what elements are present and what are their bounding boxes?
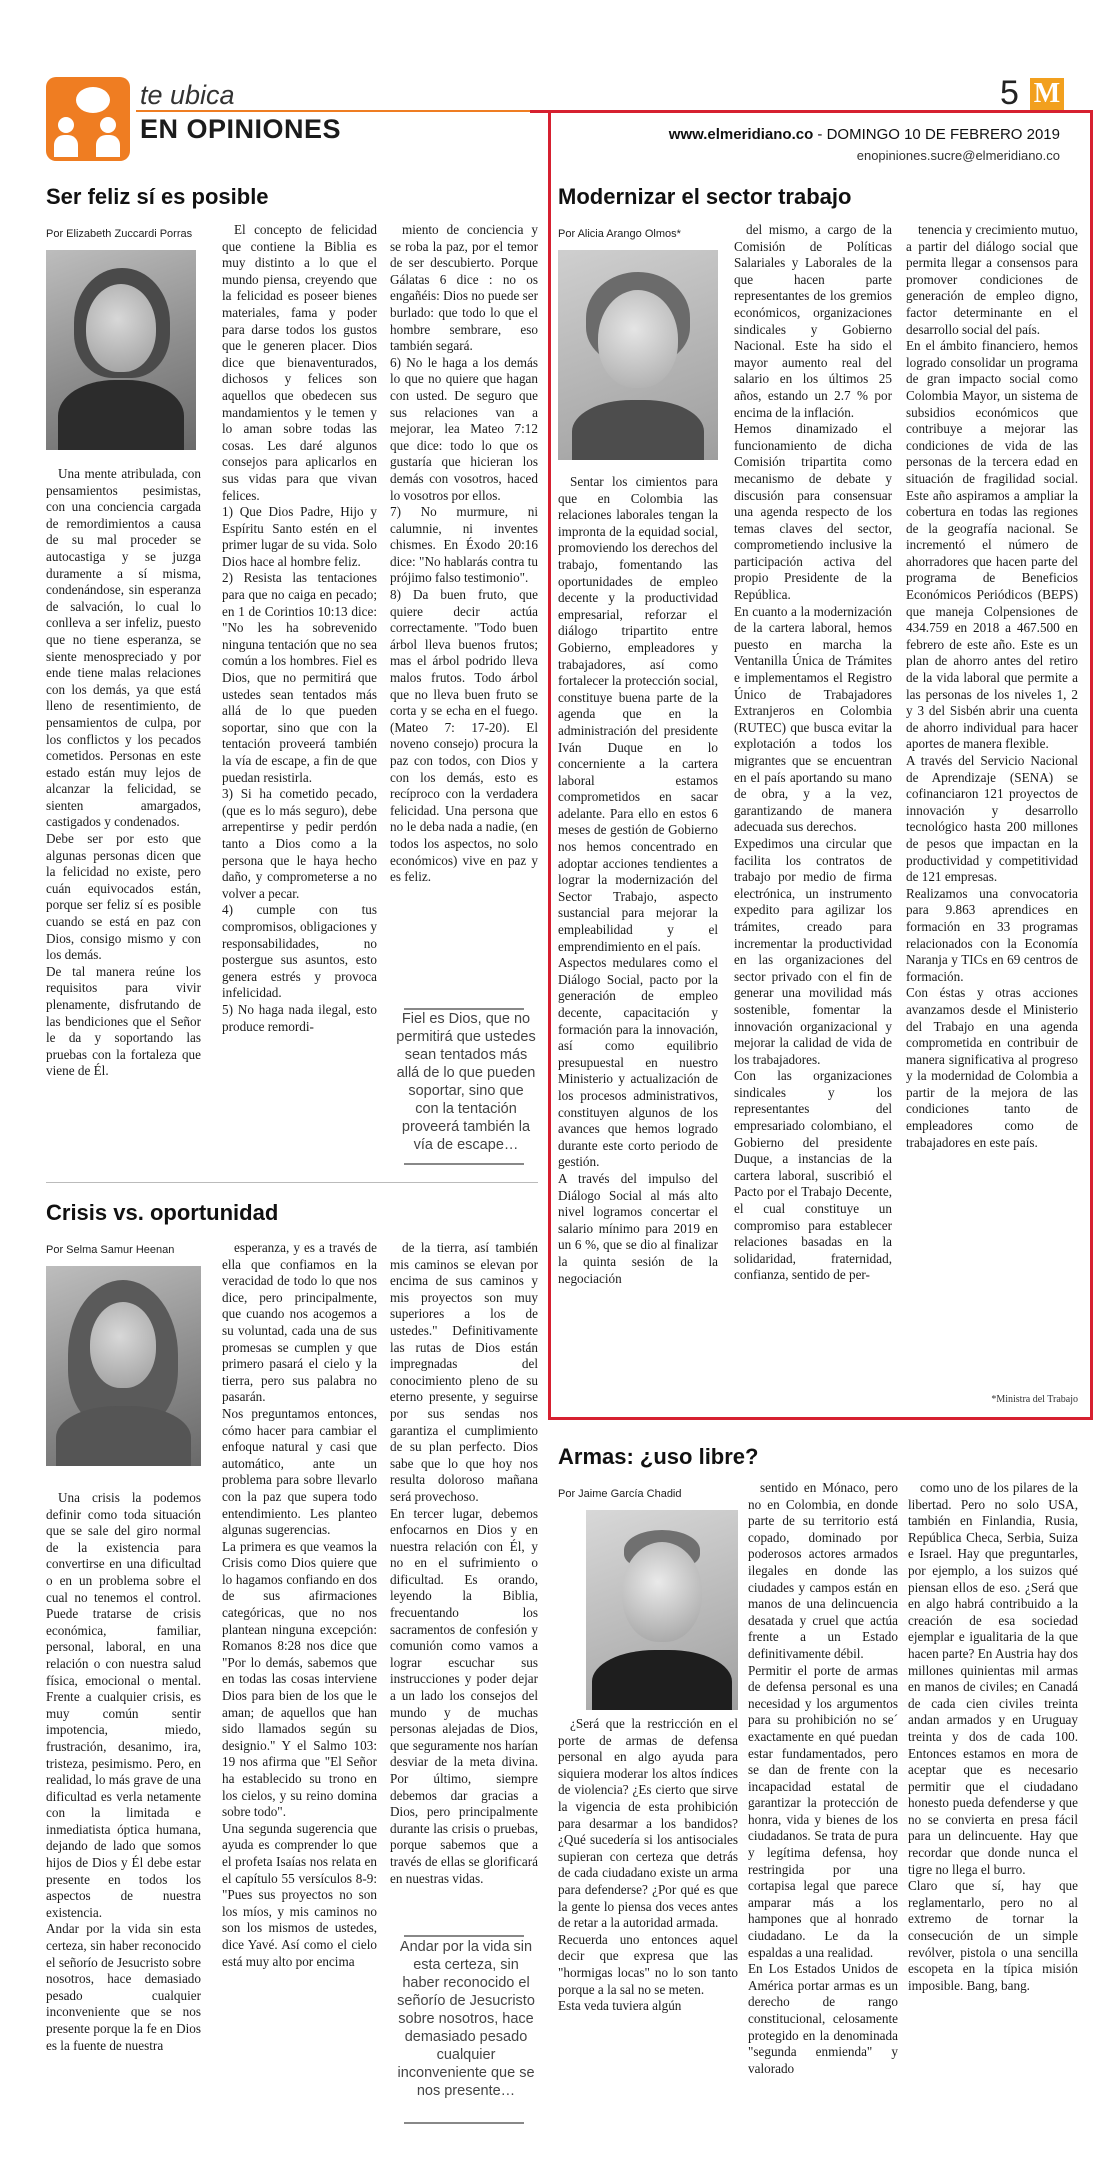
speech-bubble-icon (76, 87, 110, 113)
author-photo (558, 250, 718, 460)
article-byline: Por Selma Samur Heenan (46, 1244, 175, 1256)
site-link[interactable]: www.elmeridiano.co (668, 126, 814, 143)
article-text: miento de conciencia y se roba la paz, por el temor de ser descubierto. Porque Gálatas 6 dice : no os engañéis: Dios no puede ser burlado: que todo lo que el hombre sembrare, eso también segará. 6) No le haga a los demás lo que no quiere que hagan con usted. De seguro que sus relaciones van a mejorar, lea Mateo 7:12 que dice: todo lo que os gustaría que hicieran los demás con vosotros, haced lo vosotros por ellos. 7) No murmure, ni calumnie, ni inventes chismes. En Éxodo 20:16 dice: "No hablarás contra tu prójimo falso testimonio". 8) Da buen fruto, que quiere decir actúa correctamente. "Todo buen árbol lleva buenos frutos; mas el árbol podrido lleva malos frutos. Todo árbol que no lleva buen fruto se corta y se echa en el fuego. (Mateo 7: 17-20). El noveno consejo) procura la paz con todos, con Dios y con los demás, esto es recíproco con la verdadera felicidad. Una persona que no le deba nada a nadie, (en todos los aspectos, no solo económicos) vive en paz y es feliz. (390, 222, 538, 885)
article-text: sentido en Mónaco, pero no en Colombia, en donde parte de su territorio está copado, dominado por poderosos actores armados ilegales en donde las ciudades y campos están en manos de una delincuencia desatada y cruel que actúa frente a un Estado definitivamente débil. Permitir el porte de armas de defensa personal es una necesidad y los argumentos para su prohibición no se´ exactamente en qué puedan estar fundamentados, pero se dan de frente con la incapacidad estatal de garantizar la protección de honra, vida y bienes de los ciudadanos. Se trata de pura y legítima defensa, hoy restringida por una cortapisa legal que parece amparar más a los hampones que al honrado ciudadano. Le da la espaldas a una realidad. En Los Estados Unidos de América portar armas es un derecho de rango constitucional, celosamente protegido en la denominada "segunda enmienda" y valorado (748, 1480, 898, 2076)
article-column (390, 222, 538, 1002)
person-body-icon (96, 135, 120, 157)
author-photo (586, 1510, 738, 1710)
pull-quote: Fiel es Dios, que no permitirá que ustedes sean tentados más allá de lo que pueden soportar, sino que con la tentación proveerá también la vía de escape… (396, 1011, 536, 1153)
contact-email[interactable]: enopiniones.sucre@elmeridiano.co (856, 148, 1060, 163)
page-number: 5 (1000, 74, 1019, 112)
article-column (908, 1480, 1078, 2156)
article-text: del mismo, a cargo de la Comisión de Políticas Salariales y Laborales de la que hacen parte representantes de los gremios económicos, organizaciones sindicales y Gobierno Nacional. Este ha sido el mayor aumento real del salario en los últimos 25 años, estando un 2.7 % por encima de la inflación. Hemos dinamizado el funcionamiento de dicha Comisión tripartita como mecanismo de debate y discusión para consensuar una agenda respecto de los temas claves del sector, comprometiendo inclusive la participación activa del propio Presidente de la República. En cuanto a la modernización de la cartera laboral, hemos puesto en marcha la Ventanilla Única de Trámites e implementamos el Registro Único de Trabajadores Extranjeros en Colombia (RUTEC) que busca evitar la explotación a todos los migrantes que se encuentran en el país aportando su mano de obra, y a la vez, garantizando de manera adecuada sus derechos. Expedimos una circular que facilita los contratos de trabajo por medio de firma electrónica, un instrumento expedito para agilizar los trámites, creado para incrementar la productividad en las organizaciones del sector privado con el fin de generar una movilidad más sostenible, fomentar la innovación organizacional y mejorar la calidad de vida de los trabajadores. Con las organizaciones sindicales y los representantes del empresariado colombiano, el Gobierno del presidente Duque, a instancias de la cartera laboral, suscribió el Pacto por el Trabajo Decente, el cual constituye un compromiso para establecer relaciones basadas en la solidaridad, fraternidad, confianza, sentido de per- (734, 222, 892, 1283)
section-kicker: te ubica (140, 80, 235, 110)
issue-date: - DOMINGO 10 DE FEBRERO 2019 (813, 126, 1060, 143)
masthead-date-line (560, 126, 1060, 143)
pull-quote: Andar por la vida sin esta certeza, sin haber reconocido el señorío de Jesucristo sobre nosotros, hace demasiado pesado cualquier inconveniente que se nos presente… (397, 1939, 535, 2099)
article-column (558, 1716, 738, 2156)
person-icon (100, 117, 116, 133)
article-column (748, 1480, 898, 2156)
article-text: El concepto de felicidad que contiene la Biblia es muy distinto a lo que el mundo piensa, creyendo que la felicidad es poseer bienes materiales, fama y poder para darse todos los gustos que le generen placer. Dios dice que bienaventurados, dichosos y felices son aquellos que obedecen sus mandamientos y le temen y lo aman sobre todas las cosas. Les daré algunos consejos para aplicarlos en sus vidas para que vivan felices. 1) Que Dios Padre, Hijo y Espíritu Santo estén en el primer lugar de su vida. Solo Dios hace al hombre feliz. 2) Resista las tentaciones para que no caiga en pecado; en 1 de Corintios 10:13 dice: "No les ha sobrevenido ninguna tentación que no sea común a los hombres. Fiel es Dios, que no permitirá que ustedes sean tentados más allá de lo que pueden soportar, sino que con la tentación proveerá también la vía de escape, a fin de que puedan resistirla. 3) Si ha cometido pecado, (que es lo más seguro), debe arrepentirse y pedir perdón tanto a Dios como a la persona que le haya hecho daño, y comprometerse a no volver a pecar. 4) cumple con tus compromisos, obligaciones y responsabilidades, no postergue sus asuntos, esto genera estrés y provoca infelicidad. 5) No haga nada ilegal, esto produce remordi- (222, 222, 377, 1034)
pull-quote-rule (404, 2122, 524, 2124)
article-byline: Por Jaime García Chadid (558, 1488, 682, 1500)
section-logo (46, 77, 130, 161)
person-icon (58, 117, 74, 133)
author-photo (46, 1266, 201, 1466)
article-text: Sentar los cimientos para que en Colombia las relaciones laborales tengan la impronta de la equidad social, promoviendo los derechos del trabajo, fomentando las oportunidades de empleo decente y la productividad empresarial, reforzar el diálogo tripartito entre Gobierno, empleadores y trabajadores, así como fortalecer la protección social, constituye buena parte de la agenda que en la administración del presidente Iván Duque en lo concerniente a la cartera laboral estamos comprometidos en sacar adelante. Para ello en estos 6 meses de gestión de Gobierno nos hemos concentrado en adoptar acciones tendientes a lograr la modernización del Sector Trabajo, aspecto sustancial para mejorar la empleabilidad y el emprendimiento en el país. Aspectos medulares como el Diálogo Social, pacto por la generación de empleo decente, capacitación y formación para la innovación, así como equilibrio presupuestal en nuestro Ministerio y actualización de los procesos administrativos, constituyen algunos de los avances que hemos logrado durante este corto periodo de gestión. A través del impulso del Diálogo Social al más alto nivel logramos concertar el salario mínimo para 2019 en un 6 %, que se dio al finalizar la quinta sesión de la negociación (558, 474, 718, 1286)
article-text: de la tierra, así también mis caminos se elevan por encima de sus caminos y mis proyectos son muy superiores a los de ustedes." Definitivamente las rutas de Dios están impregnadas del conocimiento pleno de su eterno presente, y seguirse por sus sendas nos garantiza el cumplimiento de su plan perfecto. Dios sabe que lo que hoy nos resulta doloroso mañana será provechoso. En tercer lugar, debemos enfocarnos en Dios y en nuestra relación con Él, y no en el sufrimiento o dificultad. Es orando, leyendo la Biblia, frecuentando los sacramentos de confesión y comunión como vamos a lograr escuchar sus instrucciones y poder dejar a un lado los consejos del mundo y de muchas personas alejadas de Dios, que seguramente nos harían desviar de la meta divina. Por último, siempre debemos dar gracias a Dios, pero principalmente durante las crisis o pruebas, porque sabemos que a través de ellas se glorificará en nuestras vidas. (390, 1240, 538, 1886)
pull-quote-rule (404, 1935, 524, 1937)
article-column (558, 474, 718, 1409)
article-column (734, 222, 892, 1409)
author-footnote: *Ministra del Trabajo (991, 1394, 1078, 1405)
article-column (46, 1490, 201, 2155)
header-divider (136, 110, 536, 112)
article-text: como uno de los pilares de la libertad. Pero no solo USA, también en Finlandia, Rusia, República Checa, Serbia, Suiza e Israel. Hay que preguntarles, por ejemplo, a los suizos qué piensan ellos de eso. ¿Será que en algo habrá contribuido a la creación de esa sociedad ejemplar e igualitaria de la que hacen parte? En Austria hay dos millones quinientas mil armas en manos de civiles; en Canadá de cada cien civiles treinta andan armados y en Uruguay treinta y dos de cada 100. Entonces estamos en mora de aceptar que es necesario permitir que el ciudadano honesto pueda defenderse y que no se convierta en presa fácil para un delincuente. Hay que recordar que donde nunca el tigre no llega el burro. Claro que sí, hay que reglamentarlo, pero no al extremo de tornar la consecución de un simple revólver, pistola o una sencilla escopeta en la típica misión imposible. Bang, bang. (908, 1480, 1078, 1993)
article-text: tenencia y crecimiento mutuo, a partir del diálogo social que permita llegar a consensos para promover condiciones de generación de empleo digno, factor determinante en el desarrollo social del país. En el ámbito financiero, hemos logrado consolidar un programa de gran impacto social como Colombia Mayor, un sistema de subsidios económicos que contribuye a mejorar las condiciones de vida de las personas de la tercera edad en situación de fragilidad social. Este año aspiramos a ampliar la cobertura en todas las regiones de la geografía nacional. Se incrementó el número de ahorradores que hacen parte del programa de Beneficios Económicos Periódicos (BEPS) que maneja Colpensiones de 434.759 en 2018 a 467.500 en febrero de este año. Este es un plan de ahorro antes del retiro de la vida laboral que permite a las personas de los niveles 1, 2 y 3 del Sisbén abrir una cuenta de ahorro individual para hacer aportes de manera flexible. A través del Servicio Nacional de Aprendizaje (SENA) se cofinanciaron 121 proyectos de innovación y desarrollo tecnológico hasta 200 millones de pesos que impactan en la productividad y competitividad de 121 empresas. Realizamos una convocatoria para 9.863 aprendices en formación en 33 programas relacionados con la Economía Naranja y TICs en 69 centros de formación. Con éstas y otras acciones avanzamos desde el Ministerio del Trabajo en una agenda comprometida en contribuir de manera significativa al progreso y la modernidad de Colombia a partir de la mejora de las condiciones tanto de empleadores como de trabajadores en este país. (906, 222, 1078, 1150)
pull-quote-rule (404, 1163, 524, 1165)
section-title: EN OPINIONES (140, 114, 342, 144)
header-top-rule (530, 110, 550, 113)
article-text: Una crisis la podemos definir como toda situación que se sale del giro normal de la existencia para convertirse en una dificultad o en un problema sobre el cual no tenemos el control. Puede tratarse de crisis económica, familiar, personal, laboral, en una relación o con nuestra salud física, emocional o mental. Frente a cualquier crisis, es muy común sentir impotencia, miedo, frustración, desanimo, ira, tristeza, pesimismo. Pero, en realidad, lo más grave de una dificultad es verla netamente con la limitada e inmediatista óptica humana, dejando de lado que somos hijos de Dios y Él debe estar presente en todos los aspectos de nuestra existencia. Andar por la vida sin esta certeza, sin haber reconocido el señorío de Jesucristo sobre nosotros, hace demasiado pesado cualquier inconveniente que se nos presente porque la fe en Dios es la fuente de nuestra (46, 1490, 201, 2053)
article-byline: Por Alicia Arango Olmos* (558, 228, 681, 240)
article-title: Ser feliz sí es posible (46, 184, 269, 209)
article-text: esperanza, y es a través de ella que confiamos en la veracidad de todo lo que nos dice, pero principalmente, que cuando nos acogemos a su voluntad, cada una de sus promesas se cumplen y que primero pasará el cielo y la tierra, pero sus palabra no pasarán. Nos preguntamos entonces, cómo hacer para cambiar el enfoque natural y casi que automático, ante un problema para sobre llevarlo con la paz que supera todo entendimiento. Les planteo algunas sugerencias. La primera es que veamos la Crisis como Dios quiere que lo hagamos confiando en dos de sus afirmaciones categóricas, que no nos plantean ninguna excepción: Romanos 8:28 nos dice que "Por lo demás, sabemos que en todas las cosas interviene Dios para bien de los que le aman; de aquellos que han sido llamados según su designio." Y el Salmo 103: 19 nos afirma que "El Señor ha establecido su trono en los cielos, y su reino domina sobre todo". Una segunda sugerencia que ayuda es comprender lo que el profeta Isaías nos relata en el capítulo 55 versículos 8-9: "Pues sus proyectos no son los míos, y mis caminos no son los mismos de ustedes, dice Yavé. Así como el cielo está muy alto por encima (222, 1240, 377, 1969)
article-column (46, 466, 201, 1156)
article-title: Armas: ¿uso libre? (558, 1444, 759, 1469)
author-photo (46, 250, 196, 450)
article-column (390, 1240, 538, 1930)
article-byline: Por Elizabeth Zuccardi Porras (46, 228, 193, 240)
article-column (906, 222, 1078, 1392)
article-title: Crisis vs. oportunidad (46, 1200, 279, 1225)
article-text: ¿Será que la restricción en el porte de armas de defensa personal en algo ayuda para siquiera moderar los altos índices de violencia? ¿Es cierto que sirve la vigencia de esta prohibición para desarmar a los bandidos? ¿Qué sucedería si los antisociales supieran con certeza que detrás de cada ciudadano existe un arma para defenderse? ¿Por qué es que la gente lo piensa dos veces antes de retar a la autoridad armada. Recuerda uno entonces aquel decir que expresa que las "hormigas locas" no lo son tanto porque a la sal no se meten. Esta veda tuviera algún (558, 1716, 738, 2014)
newspaper-logo: M (1030, 78, 1064, 110)
person-body-icon (54, 135, 78, 157)
article-column (222, 222, 377, 1157)
article-title: Modernizar el sector trabajo (558, 184, 852, 209)
article-separator (46, 1182, 538, 1183)
article-text: Una mente atribulada, con pensamientos pesimistas, con una conciencia cargada de remordimientos a causa de su mal proceder se autocastiga y se juzga duramente a sí misma, condenándose, sin esperanza de salvación, lo cual lo conlleva a ser infeliz, puesto que no tiene esperanza, se siente menospreciado y por ende tiene malas relaciones con los demás, ya que está lleno de resentimiento, de pensamientos de culpa, por los conflictos y los pecados cometidos. Personas en este estado están muy lejos de alcanzar la felicidad, se sienten amargados, castigados y condenados. Debe ser por esto que algunas personas dicen que la felicidad no existe, pero cuán equivocados están, porque ser feliz sí es posible cuando se está en paz con Dios, consigo mismo y con los demás. De tal manera reúne los requisitos para vivir plenamente, disfrutando de las bendiciones que el Señor le da y soportando las pruebas con la fortaleza que viene de Él. (46, 466, 201, 1079)
article-column (222, 1240, 377, 2155)
